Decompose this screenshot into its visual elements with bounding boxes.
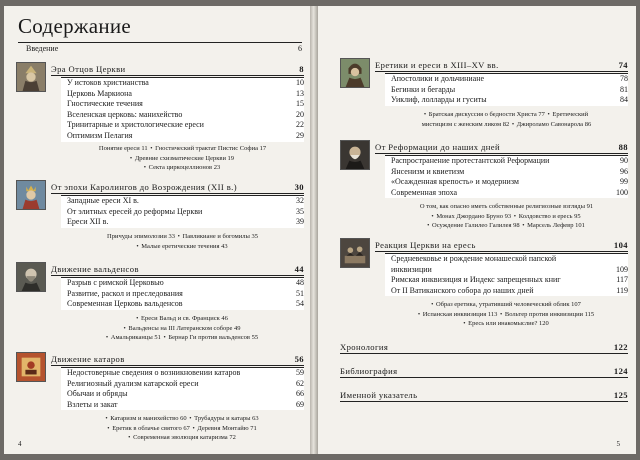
title-rule xyxy=(18,42,302,43)
appendix-page: 122 xyxy=(613,342,628,352)
entry-page: 48 xyxy=(296,278,304,287)
topic-line: • Ереси Вальд и св. Франциск 46 xyxy=(136,315,228,322)
entry-label: От II Ватиканского собора до наших дней xyxy=(391,285,534,295)
page-number-left: 4 xyxy=(18,440,22,448)
section-items xyxy=(385,155,628,198)
toc-entry[interactable] xyxy=(385,188,628,199)
entry-page: 51 xyxy=(296,288,304,298)
topic[interactable]: Осуждение Галилео Галилея 98 xyxy=(432,222,520,229)
topic-line: • Братская дискуссия о бедности Христа 77 • Еретический xyxy=(423,111,589,118)
topic[interactable]: Вальденсы на III Латеранском соборе 49 xyxy=(128,324,241,332)
section-heading[interactable] xyxy=(375,142,628,154)
topic[interactable]: Ереси Вальд и св. Франциск 46 xyxy=(141,315,228,322)
topic-line: • Образ еретика, утративший человеческий облик 107 xyxy=(431,301,581,308)
entry-label: Янсенизм и квиетизм xyxy=(391,166,465,176)
toc-entry[interactable] xyxy=(61,379,304,390)
page-title: Содержание xyxy=(18,14,132,38)
entry-page: 78 xyxy=(620,74,628,83)
left-page xyxy=(4,6,310,454)
section-items xyxy=(61,77,304,142)
section-heading[interactable] xyxy=(375,240,628,252)
right-page xyxy=(318,6,636,454)
entry-page: 66 xyxy=(296,389,304,399)
appendix-label: Хронология xyxy=(340,342,389,352)
section-heading[interactable] xyxy=(51,64,304,76)
topic[interactable]: Понятие ереси 11 xyxy=(98,145,148,152)
section-title: От Реформации до наших дней xyxy=(375,142,500,152)
section-heading[interactable] xyxy=(51,182,304,194)
topic-line: • Еретик в облачье святого 67 • Деревня Монтайю 71 xyxy=(107,424,257,432)
sidebar-topics xyxy=(61,144,304,173)
topic[interactable]: Испанская инквизиция 113 xyxy=(422,310,498,318)
topic[interactable]: Амальриканцы 51 xyxy=(110,334,161,341)
intro-page: 6 xyxy=(298,44,302,53)
toc-entry[interactable] xyxy=(385,85,628,96)
section-heading[interactable] xyxy=(51,264,304,276)
entry-page: 32 xyxy=(296,196,304,205)
entry-page: 119 xyxy=(616,285,628,295)
entry-page: 81 xyxy=(620,84,628,94)
topic-line: • Катаризм и манихейство 60 • Трубадуры и катары 63 xyxy=(105,415,259,422)
toc-entry[interactable] xyxy=(61,389,304,400)
entry-label: Развитие, раскол и преследования xyxy=(67,288,183,298)
intro-label: Введение xyxy=(26,44,59,53)
topic[interactable]: Джироламо Савонарола 86 xyxy=(516,120,592,128)
section-title: Реакция Церкви на ересь xyxy=(375,240,476,250)
topic[interactable]: Еретик в облачье святого 67 xyxy=(112,424,190,432)
section-title: Движение катаров xyxy=(51,354,125,364)
entry-page: 54 xyxy=(296,299,304,309)
topic-line: • Современная эволюция катаризма 72 xyxy=(128,434,236,441)
section-heading[interactable] xyxy=(51,354,304,366)
entry-page: 69 xyxy=(296,399,304,409)
toc-entry[interactable] xyxy=(385,275,628,286)
toc-entry[interactable] xyxy=(61,217,304,228)
entry-page: 84 xyxy=(620,95,628,105)
topic-line: • Амальриканцы 51 • Бернар Ги против вальденсов 55 xyxy=(105,334,259,341)
entry-label: инквизиции xyxy=(391,264,432,274)
entry-page: 96 xyxy=(620,166,628,176)
entry-page: 59 xyxy=(296,368,304,377)
toc-entry[interactable] xyxy=(61,278,304,289)
entry-label: Современная эпоха xyxy=(391,187,458,197)
entry-label: Тринитарные и христологические ереси xyxy=(67,120,204,130)
topic[interactable]: Причуды эпимолозии 33 xyxy=(107,233,176,240)
topic[interactable]: Секта циркоцеллионов 23 xyxy=(148,164,221,171)
entry-page: 90 xyxy=(620,156,628,165)
entry-page: 117 xyxy=(616,275,628,285)
topic-line: • Вальденсы на III Латеранском соборе 49 xyxy=(123,324,241,332)
topic-line: мистицизм с женским ликом 82 • Джироламо Савонарола 86 xyxy=(421,120,592,128)
toc-name-index[interactable] xyxy=(340,390,628,402)
toc-entry[interactable] xyxy=(61,131,304,142)
galileo-portrait-icon xyxy=(340,140,370,170)
toc-entry[interactable] xyxy=(61,99,304,110)
toc-entry[interactable] xyxy=(385,95,628,106)
entry-label: «Осажденная крепость» и модернизм xyxy=(391,177,519,187)
topic[interactable]: Вольтер против инквизиции 115 xyxy=(504,310,595,318)
monk-portrait-icon xyxy=(340,58,370,88)
entry-label: От элитных ересей до реформы Церкви xyxy=(67,206,203,216)
entry-label: Апостолики и дольчиниане xyxy=(391,74,485,83)
entry-label: Распространение протестантской Реформации xyxy=(391,156,550,165)
section-page: 88 xyxy=(618,142,628,152)
section-title: От эпохи Каролингов до Возрождения (XII в.) xyxy=(51,182,237,192)
entry-page: 20 xyxy=(296,109,304,119)
entry-label: Обычаи и обряды xyxy=(67,389,128,399)
section-page: 104 xyxy=(613,240,628,250)
topic-line: • Секта циркоцеллионов 23 xyxy=(143,164,221,171)
entry-label: Недостоверные сведения о возникновении катаров xyxy=(67,368,241,377)
bearded-figure-icon xyxy=(16,262,46,292)
entry-label: Церковь Маркиона xyxy=(67,88,132,98)
bishop-portrait-icon xyxy=(16,62,46,92)
section-page: 44 xyxy=(294,264,304,274)
section-title: Эра Отцов Церкви xyxy=(51,64,126,74)
topic-line: • Испанская инквизиция 113 • Вольтер против инквизиции 115 xyxy=(417,310,595,318)
entry-page: 15 xyxy=(296,99,304,109)
topic[interactable]: Братская дискуссия о бедности Христа 77 xyxy=(428,111,545,118)
entry-page: 99 xyxy=(620,177,628,187)
topic[interactable]: Современная эволюция катаризма 72 xyxy=(133,434,236,441)
crowned-figure-icon xyxy=(16,180,46,210)
topic[interactable]: Катаризм и манихейство 60 xyxy=(110,415,187,422)
topic-line: • Осуждение Галилео Галилея 98 • Марсель Лефевр 101 xyxy=(427,222,585,229)
entry-label: Римская инквизиция и Индекс запрещенных книг xyxy=(391,275,561,285)
toc-intro-row[interactable] xyxy=(26,44,302,53)
entry-label: Современная Церковь вальденсов xyxy=(67,299,183,309)
entry-label: Средневековье и рождение монашеской папской xyxy=(391,254,557,263)
topic[interactable]: Бернар Ги против вальденсов 55 xyxy=(168,334,259,341)
entry-label: Вселенская церковь: манихейство xyxy=(67,109,183,119)
sidebar-topics xyxy=(61,314,304,343)
topic-line: • Малые еретические течения 43 xyxy=(136,242,228,250)
appendix-page: 125 xyxy=(613,390,628,400)
sidebar-topics xyxy=(385,202,628,231)
topic-line: • Древние схизматические Церкви 19 xyxy=(129,154,235,162)
section-page: 74 xyxy=(618,60,628,70)
toc-entry[interactable] xyxy=(61,196,304,207)
section-page: 30 xyxy=(294,182,304,192)
toc-entry[interactable] xyxy=(385,156,628,167)
toc-chronology[interactable] xyxy=(340,342,628,354)
entry-page: 35 xyxy=(296,206,304,216)
book-gutter xyxy=(310,6,318,454)
entry-label: Ереси XII в. xyxy=(67,217,109,227)
appendix-label: Именной указатель xyxy=(340,390,418,400)
toc-entry[interactable] xyxy=(61,110,304,121)
topic[interactable]: Марсель Лефевр 101 xyxy=(527,222,585,229)
topic[interactable]: Колдовство и ересь 95 xyxy=(518,212,581,220)
toc-entry[interactable] xyxy=(61,78,304,89)
entry-page: 39 xyxy=(296,217,304,227)
section-items xyxy=(61,367,304,410)
topic[interactable]: Павликиане и богомилы 35 xyxy=(182,233,258,240)
topic[interactable]: Еретический xyxy=(552,111,589,118)
section-page: 8 xyxy=(299,64,304,74)
inquisition-scene-icon xyxy=(340,238,370,268)
toc-entry[interactable] xyxy=(61,207,304,218)
section-heading[interactable] xyxy=(375,60,628,72)
section-page: 56 xyxy=(294,354,304,364)
appendix-label: Библиография xyxy=(340,366,398,376)
toc-entry[interactable] xyxy=(61,299,304,310)
entry-page: 29 xyxy=(296,130,304,140)
topic[interactable]: Монах Джордано Бруно 93 xyxy=(436,212,512,220)
appendix-page: 124 xyxy=(613,366,628,376)
section-items xyxy=(61,277,304,310)
entry-page: 13 xyxy=(296,88,304,98)
section-items xyxy=(385,73,628,106)
topic[interactable]: Деревня Монтайю 71 xyxy=(197,424,257,432)
sidebar-topics xyxy=(61,232,304,251)
topic[interactable]: Гностический трактат Пистис Софиа 17 xyxy=(155,145,267,152)
section-title: Движение вальденсов xyxy=(51,264,139,274)
entry-page: 109 xyxy=(616,264,628,274)
entry-label: Уиклиф, лолларды и гуситы xyxy=(391,95,487,105)
toc-entry[interactable] xyxy=(385,286,628,297)
entry-label: Гностические течения xyxy=(67,99,143,109)
toc-entry[interactable] xyxy=(61,400,304,411)
toc-entry[interactable] xyxy=(61,289,304,300)
entry-page: 10 xyxy=(296,78,304,87)
topic[interactable]: мистицизм с женским ликом 82 xyxy=(421,120,510,128)
entry-label: Разрыв с римской Церковью xyxy=(67,278,164,287)
topic-line: • Монах Джордано Бруно 93 • Колдовство и ересь 95 xyxy=(431,212,581,220)
toc-entry[interactable] xyxy=(385,254,628,265)
sidebar-topics xyxy=(61,414,304,443)
book-miniature-icon xyxy=(16,352,46,382)
topic-line: Причуды эпимолозии 33 • Павликиане и богомилы 35 xyxy=(107,233,258,240)
entry-label: Оптимизм Пелагия xyxy=(67,130,133,140)
toc-bibliography[interactable] xyxy=(340,366,628,378)
toc-entry[interactable] xyxy=(385,177,628,188)
entry-label: Взлеты и закат xyxy=(67,399,118,409)
topic[interactable]: Малые еретические течения 43 xyxy=(141,242,228,250)
section-items xyxy=(385,253,628,296)
topic[interactable]: Ересь или инакомыслие? 120 xyxy=(468,320,549,327)
entry-label: Западные ереси XI в. xyxy=(67,196,139,205)
toc-entry[interactable] xyxy=(385,74,628,85)
entry-label: Религиозный дуализм катарской ереси xyxy=(67,378,199,388)
toc-entry[interactable] xyxy=(61,89,304,100)
topic-line: • Ересь или инакомыслие? 120 xyxy=(463,320,549,327)
entry-label: У истоков христианства xyxy=(67,78,149,87)
toc-entry[interactable] xyxy=(385,167,628,178)
sidebar-topics xyxy=(385,300,628,329)
sidebar-topics xyxy=(385,110,628,129)
entry-page: 62 xyxy=(296,378,304,388)
topic[interactable]: О том, как опасно иметь собственные религиозные взгляды 91 xyxy=(419,203,594,210)
topic-line xyxy=(385,202,628,212)
section-items xyxy=(61,195,304,228)
topic[interactable]: Образ еретика, утративший человеческий облик 107 xyxy=(435,301,581,308)
toc-entry[interactable] xyxy=(61,368,304,379)
entry-label: Бегинки и бегарды xyxy=(391,84,456,94)
topic[interactable]: Трубадуры и катары 63 xyxy=(194,415,259,422)
entry-page: 22 xyxy=(296,120,304,130)
section-title: Еретики и ереси в XIII–XV вв. xyxy=(375,60,499,70)
entry-page: 100 xyxy=(616,187,628,197)
topic[interactable]: Древние схизматические Церкви 19 xyxy=(134,154,235,162)
topic-line: Понятие ереси 11 • Гностический трактат Пистис Софиа 17 xyxy=(98,145,267,152)
page-number-right: 5 xyxy=(616,440,620,448)
toc-entry[interactable] xyxy=(385,265,628,276)
toc-entry[interactable] xyxy=(61,120,304,131)
